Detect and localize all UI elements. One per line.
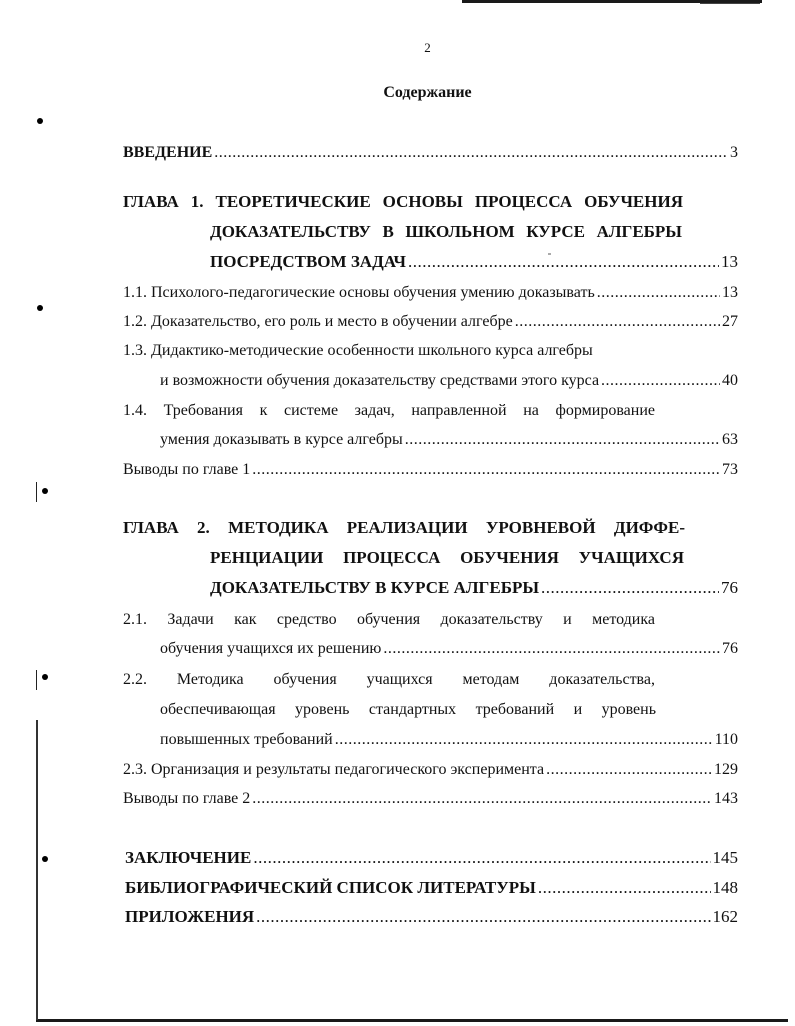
punch-hole-dot (37, 118, 43, 124)
toc-entry-label: 2.3. Организация и результаты педагогического эксперимента (123, 761, 545, 778)
scan-border-left (36, 720, 38, 1020)
dot-leader (408, 252, 719, 272)
dot-leader (601, 371, 720, 391)
toc-entry-label-cont: обучения учащихся их решению (160, 640, 382, 657)
toc-entry-section-2-1[interactable] (160, 639, 738, 659)
dot-leader (214, 143, 728, 163)
page-title: Содержание (383, 84, 472, 101)
toc-entry-page: 40 (722, 372, 738, 389)
toc-entry-section-1-4[interactable] (160, 430, 738, 450)
toc-entry-label: Выводы по главе 1 (123, 461, 251, 478)
toc-entry-label: БИБЛИОГРАФИЧЕСКИЙ СПИСОК ЛИТЕРАТУРЫ (125, 878, 536, 897)
toc-entry-chapter1[interactable] (210, 252, 738, 272)
toc-entry-appendix[interactable] (125, 907, 738, 927)
toc-entry-page: 76 (722, 640, 738, 657)
dot-leader (405, 430, 720, 450)
toc-entry-chapter1-conclusion[interactable] (123, 460, 738, 480)
dot-leader (256, 907, 710, 927)
chapter1-heading-line1: ГЛАВА 1. ТЕОРЕТИЧЕСКИЕ ОСНОВЫ ПРОЦЕССА ОБУЧЕНИЯ (123, 192, 683, 211)
toc-entry-label-cont: и возможности обучения доказательству средствами этого курса (160, 372, 600, 389)
toc-entry-section-1-4-line1[interactable]: 1.4. Требования к системе задач, направленной на формирование (123, 402, 655, 419)
toc-entry-page: 76 (721, 578, 738, 597)
toc-entry-label: ЗАКЛЮЧЕНИЕ (125, 848, 252, 867)
toc-entry-page: 143 (714, 790, 738, 807)
toc-entry-page: 27 (722, 313, 738, 330)
toc-entry-page: 3 (730, 144, 738, 161)
punch-hole-dot (42, 674, 48, 680)
toc-entry-label-cont: повышенных требований (160, 731, 333, 748)
dot-leader (515, 312, 720, 332)
dot-leader (335, 730, 713, 750)
chapter1-heading-line2: ДОКАЗАТЕЛЬСТВУ В ШКОЛЬНОМ КУРСЕ АЛГЕБРЫ (210, 222, 682, 241)
toc-entry-page: 110 (714, 731, 738, 748)
toc-entry-chapter2[interactable] (210, 578, 738, 598)
toc-entry-page: 162 (712, 907, 738, 926)
chapter2-heading-line1: ГЛАВА 2. МЕТОДИКА РЕАЛИЗАЦИИ УРОВНЕВОЙ ДИФФЕ- (123, 518, 685, 537)
toc-entry-label: 1.2. Доказательство, его роль и место в обучении алгебре (123, 313, 513, 330)
toc-entry-label: ВВЕДЕНИЕ (123, 144, 213, 161)
punch-hole-dot (42, 856, 48, 862)
toc-entry-bibliography[interactable] (125, 878, 738, 898)
chapter1-heading-line3: ПОСРЕДСТВОМ ЗАДАЧ (210, 252, 406, 271)
dot-leader (253, 848, 710, 868)
toc-entry-section-2-1-line1[interactable]: 2.1. Задачи как средство обучения доказательству и методика (123, 611, 655, 628)
toc-entry-page: 63 (722, 431, 738, 448)
scan-tick-mark (36, 482, 37, 502)
dot-leader (538, 878, 711, 898)
chapter2-heading-line3: ДОКАЗАТЕЛЬСТВУ В КУРСЕ АЛГЕБРЫ (210, 578, 540, 597)
toc-entry-label: ПРИЛОЖЕНИЯ (125, 907, 255, 926)
toc-entry-chapter2-conclusion[interactable] (123, 789, 738, 809)
page-number: 2 (424, 40, 431, 55)
toc-entry-label: Выводы по главе 2 (123, 790, 251, 807)
toc-entry-page: 13 (721, 252, 738, 271)
dot-leader (383, 639, 720, 659)
toc-entry-section-1-1[interactable] (123, 283, 738, 303)
toc-entry-page: 145 (712, 848, 738, 867)
toc-entry-section-2-2-line2: обеспечивающая уровень стандартных требований и уровень (160, 701, 656, 718)
toc-entry-section-2-3[interactable] (123, 760, 738, 780)
chapter2-heading-line2: РЕНЦИАЦИИ ПРОЦЕССА ОБУЧЕНИЯ УЧАЩИХСЯ (210, 548, 684, 567)
toc-entry-section-1-3-line1[interactable]: 1.3. Дидактико-методические особенности школьного курса алгебры (123, 342, 593, 359)
dot-leader (546, 760, 712, 780)
scan-border-top-fragment (700, 3, 760, 4)
scan-tick-mark (36, 670, 37, 690)
dot-leader (597, 283, 720, 303)
toc-entry-page: 13 (722, 284, 738, 301)
scan-border-bottom (36, 1019, 788, 1022)
toc-entry-section-2-2-line1[interactable]: 2.2. Методика обучения учащихся методам доказательства, (123, 671, 655, 688)
toc-entry-page: 148 (712, 878, 738, 897)
punch-hole-dot (42, 488, 48, 494)
toc-entry-label: 1.1. Психолого-педагогические основы обучения умению доказывать (123, 284, 595, 301)
toc-entry-conclusion[interactable] (125, 848, 738, 868)
dot-leader (252, 789, 712, 809)
toc-entry-section-1-3[interactable] (160, 371, 738, 391)
toc-entry-introduction[interactable] (123, 143, 738, 163)
toc-entry-label-cont: умения доказывать в курсе алгебры (160, 431, 403, 448)
dot-leader (252, 460, 720, 480)
punch-hole-dot (37, 305, 43, 311)
toc-entry-section-1-2[interactable] (123, 312, 738, 332)
toc-entry-page: 73 (722, 461, 738, 478)
dot-leader (541, 578, 719, 598)
toc-entry-section-2-2[interactable] (160, 730, 738, 750)
toc-entry-page: 129 (714, 761, 738, 778)
